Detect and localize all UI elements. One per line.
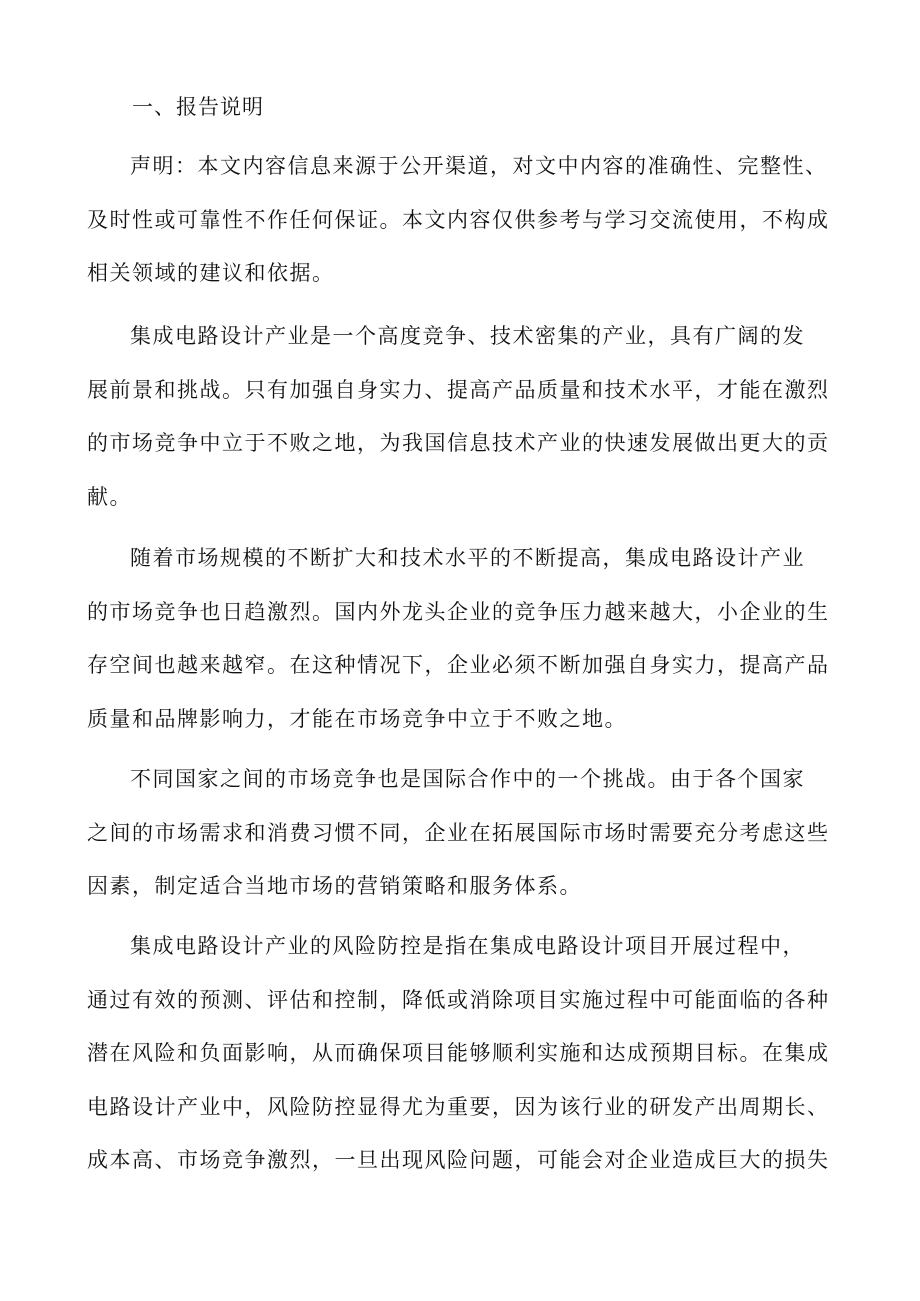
- paragraph-line: 相关领域的建议和依据。: [87, 261, 335, 285]
- paragraph-line: 质量和品牌影响力，才能在市场竞争中立于不败之地。: [87, 706, 627, 731]
- paragraph-line: 成本高、市场竞争激烈，一旦出现风险问题，可能会对企业造成巨大的损失: [87, 1148, 830, 1172]
- paragraph-line: 通过有效的预测、评估和控制，降低或消除项目实施过程中可能面临的各种: [87, 987, 830, 1012]
- paragraph-line: 声明：本文内容信息来源于公开渠道，对文中内容的准确性、完整性、: [130, 154, 828, 178]
- paragraph-line: 电路设计产业中，风险防控显得尤为重要，因为该行业的研发产出周期长、: [87, 1094, 830, 1119]
- paragraph-line: 之间的市场需求和消费习惯不同，企业在拓展国际市场时需要充分考虑这些: [87, 820, 830, 845]
- paragraph-disclaimer: [87, 140, 857, 301]
- paragraph-line: 潜在风险和负面影响，从而确保项目能够顺利实施和达成预期目标。在集成: [87, 1041, 830, 1065]
- paragraph-line: 的市场竞争中立于不败之地，为我国信息技术产业的快速发展做出更大的贡: [87, 431, 830, 455]
- paragraph-line: 集成电路设计产业的风险防控是指在集成电路设计项目开展过程中，: [130, 934, 805, 958]
- paragraph-international-competition: [87, 753, 857, 914]
- paragraph-line: 存空间也越来越窄。在这种情况下，企业必须不断加强自身实力，提高产品: [87, 653, 830, 677]
- paragraph-line: 集成电路设计产业是一个高度竞争、技术密集的产业，具有广阔的发: [130, 324, 805, 348]
- paragraph-line: 献。: [87, 484, 132, 509]
- paragraph-line: 因素，制定适合当地市场的营销策略和服务体系。: [87, 874, 582, 898]
- paragraph-industry-overview: [87, 310, 857, 524]
- paragraph-risk-control: [87, 920, 857, 1188]
- paragraph-line: 随着市场规模的不断扩大和技术水平的不断提高，集成电路设计产业: [130, 546, 805, 570]
- paragraph-line: 展前景和挑战。只有加强自身实力、提高产品质量和技术水平，才能在激烈: [87, 377, 830, 402]
- paragraph-market-competition: [87, 532, 857, 746]
- paragraph-line: 的市场竞争也日趋激烈。国内外龙头企业的竞争压力越来越大，小企业的生: [87, 599, 830, 624]
- section-heading: 一、报告说明: [132, 95, 264, 119]
- paragraph-line: 及时性或可靠性不作任何保证。本文内容仅供参考与学习交流使用，不构成: [87, 207, 830, 232]
- paragraph-line: 不同国家之间的市场竞争也是国际合作中的一个挑战。由于各个国家: [130, 767, 805, 791]
